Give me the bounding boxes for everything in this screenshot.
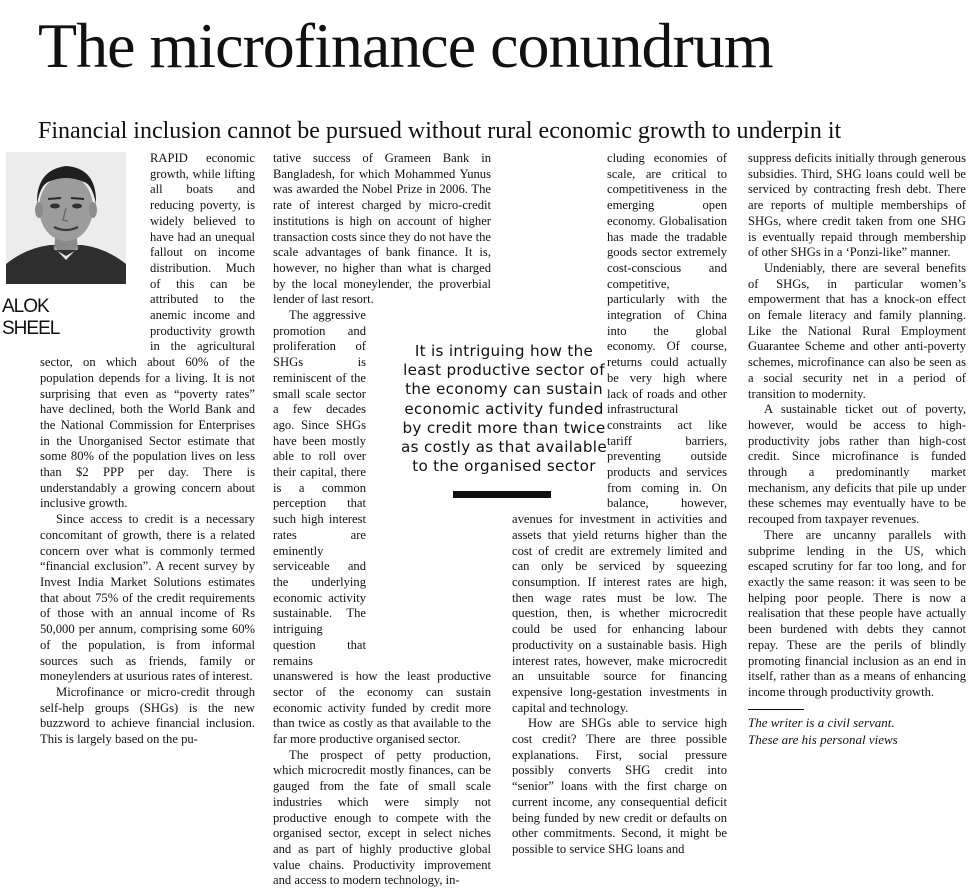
author-photo [6,152,126,284]
paragraph: RAPID economic growth, while lifting all boats and reducing poverty, is widely believed to have had an unequal fallout on income distribution. Much of this can be attributed to the anemic income and productivity growth in the agricultural sector, on which about 60% of the population depends for a living. It is not surprising that even as “poverty rates” have declined, both the World Bank and the National Commission for Enterprises in the Unorganised Sector estimate that some 80% of the population lives on less than $2 PPP per day. There is understandably a growing concern about inclusive growth. [40,151,255,511]
pull-quote-line: the economy can sustain [405,380,603,399]
paragraph: Microfinance or micro-credit through self-help groups (SHGs) is the new buzzword to achieve financial inclusion. This is largely based on the pu- [40,684,255,747]
column-4 [748,151,966,751]
byline [2,296,59,340]
paragraph: Undeniably, there are several benefits of SHGs, in particular women’s empowerment that has a knock-on effect on female literacy and family planning. Like the National Rural Employment Guarantee Scheme and other anti-poverty schemes, microfinance can also be seen as a social security net in a period of transition to modernity. [748,260,966,401]
pull-quote-line: by credit more than twice [402,418,606,437]
paragraph: Since access to credit is a necessary concomitant of growth, there is a related concern over what is commonly termed “financial exclusion”. A recent survey by Invest India Market Solutions estimates that about 75% of the credit requirements of those with an annual income of Rs 50,000 per annum, comprising some 60% of the population, is from informal sources such as friends, family or moneylenders at usurious rates of interest. [40,512,255,684]
note-divider [748,709,804,710]
paragraph: A sustainable ticket out of poverty, however, would be access to high-productivity jobs rather than high-cost credit. Since microfinance is funded through a predominantly market mechanism, any deficits that pile up under these schemes may eventually have to be recouped from taxpayer revenues. [748,402,966,527]
paragraph: The aggressive promotion and proliferation of SHGs is reminiscent of the small scale sector a few decades ago. Since SHGs have been mostly able to roll over their capital, there is a common perception that such high interest rates are eminently serviceable and the underlying economic activity sustainable. The intriguing question that remains unanswered is how the least productive sector of the economy can sustain economic activity funded by credit more than twice as costly as that available to the far more productive organised sector. [273,308,491,747]
author-note-line: The writer is a civil servant. [748,715,895,730]
pull-quote-line: to the organised sector [412,457,596,476]
paragraph: cluding economies of scale, are critical to competitiveness in the emerging open economy. Globalisation has made the tradable goods sector extremely cost-conscious and competitive, particularly with the integration of China into the global economy. Of course, returns could actually be very high where lack of roads and other infrastructural constraints act like tariff barriers, preventing outside products and services from coming in. On balance, however, avenues for investment in activities and assets that yield returns higher than the cost of credit are extremely limited and can only be serviced by squeezing consumption. If interest rates are high, then wage rates must be low. The question, then, is whether microcredit could be used for enhancing labour productivity on a sustainable basis. High interest rates, however, make microcredit an unsuitable source for financing expensive long-gestation investments in capital and technology. [512,151,727,715]
byline-first-name: ALOK [2,296,49,317]
pull-quote-bar [453,491,551,498]
paragraph: suppress deficits initially through generous subsidies. Third, SHG loans could well be serviced by contracting fresh debt. There are reports of multiple memberships of SHGs, where credit taken from one SHG is eventually repaid through membership of other SHGs in a ‘Ponzi-like” manner. [748,151,966,260]
paragraph: There are uncanny parallels with subprime lending in the US, which escaped scrutiny for far too long, and for exactly the same reason: it was seen to be helping poor people. There is now a realisation that these people have actually been burdened with debts they cannot repay. These are the perils of blindly promoting financial inclusion as an end in itself, rather than as a means of enhancing income through productivity growth. [748,527,966,699]
headline: The microfinance conundrum [38,10,773,81]
pull-quote-line: least productive sector of [403,361,605,380]
paragraph: tative success of Grameen Bank in Bangladesh, for which Mohammed Yunus was awarded the Nobel Prize in 2006. The rate of interest charged by micro-credit institutions is high on account of higher transaction costs since they do not have the scale advantages of bank finance. It is, however, no higher than what is charged by the local moneylender, the proverbial lender of last resort. [273,151,491,307]
deck: Financial inclusion cannot be pursued without rural economic growth to underpin it [38,118,842,144]
pull-quote-line: as costly as that available [401,438,607,457]
paragraph: How are SHGs able to service high cost credit? There are three possible explanations. First, social pressure possibly converts SHG credit into “senior” loans with the first charge on current income, any consequential deficit being funded by new credit or defaults on other commitments. Second, it might be possible to service SHG loans and [512,716,727,856]
paragraph: The prospect of petty production, which microcredit mostly finances, can be gauged from the fate of small scale industries which were simply not productive enough to compete with the organised sector, except in select niches and as part of highly productive global value chains. Productivity improvement and access to modern technology, in- [273,747,491,888]
author-note-line: These are his personal views [748,732,898,747]
byline-last-name: SHEEL [2,318,60,339]
pull-quote [398,342,610,476]
author-note [748,714,898,748]
pull-quote-line: economic activity funded [404,399,604,418]
pull-quote-line: It is intriguing how the [414,342,594,360]
